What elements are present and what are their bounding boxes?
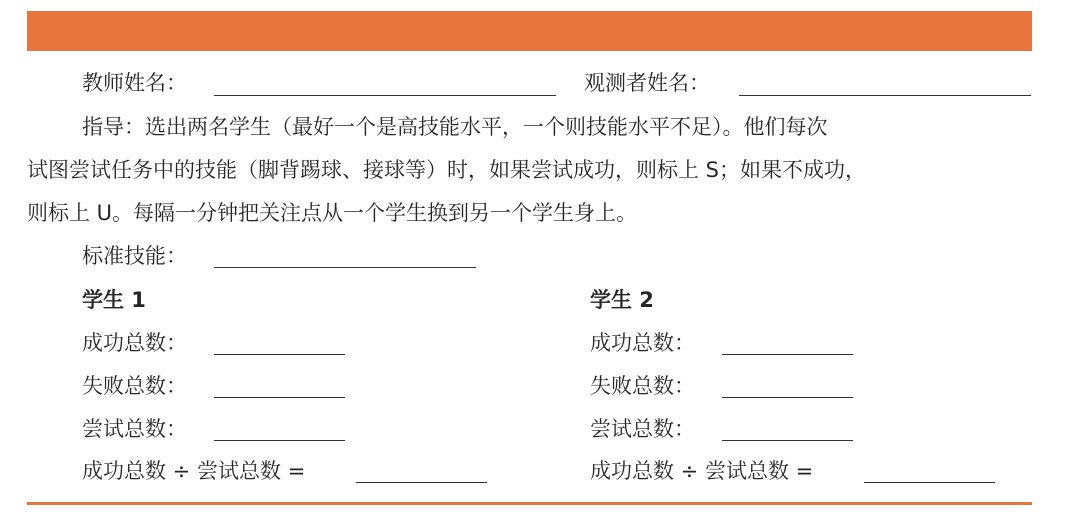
student-2-attempt-field[interactable] [722,440,853,441]
student-1-success-label: 成功总数： [82,331,187,355]
student-1-attempt-field[interactable] [214,440,345,441]
student-2-fail-label: 失败总数： [590,374,695,398]
standard-skill-label: 标准技能： [82,244,187,268]
student-2-success-field[interactable] [722,354,853,355]
instruction-line-1: 指导：选出两名学生（最好一个是高技能水平，一个则技能水平不足）。他们每次 [82,115,828,139]
observer-name-label: 观测者姓名： [584,71,710,95]
student-2-success-label: 成功总数： [590,331,695,355]
student-1-success-field[interactable] [214,354,345,355]
student-2-attempt-label: 尝试总数： [590,417,695,441]
student-2-ratio-label: 成功总数 ÷ 尝试总数 = [590,459,814,483]
standard-skill-field[interactable] [214,267,476,268]
student-2-fail-field[interactable] [722,397,853,398]
header-bar [27,11,1032,51]
student-1-fail-field[interactable] [214,397,345,398]
student-1-title: 学生 1 [82,288,146,312]
student-1-ratio-label: 成功总数 ÷ 尝试总数 = [82,459,306,483]
footer-divider [27,502,1032,505]
student-2-title: 学生 2 [590,288,654,312]
instruction-line-3: 则标上 U。每隔一分钟把关注点从一个学生换到另一个学生身上。 [27,201,638,225]
student-1-fail-label: 失败总数： [82,374,187,398]
student-1-ratio-field[interactable] [356,482,487,483]
teacher-name-field[interactable] [214,95,556,96]
instruction-line-2: 试图尝试任务中的技能（脚背踢球、接球等）时，如果尝试成功，则标上 S；如果不成功， [27,158,867,182]
student-2-ratio-field[interactable] [864,482,995,483]
teacher-name-label: 教师姓名： [82,71,187,95]
student-1-attempt-label: 尝试总数： [82,417,187,441]
observer-name-field[interactable] [739,95,1031,96]
